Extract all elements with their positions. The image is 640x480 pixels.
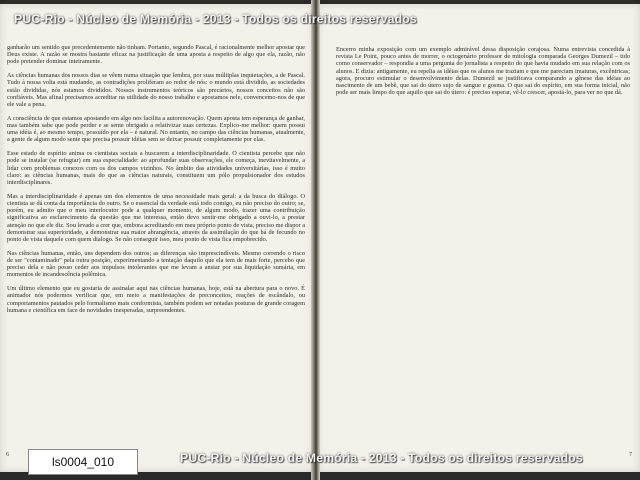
page-number: 7 [629, 452, 632, 458]
left-page-text [7, 44, 305, 321]
paragraph: Mas a interdisciplinaridade é apenas um dos elementos de uma necessidade mais geral: a da busca do diálogo. O cientista se dá conta da importância do outro. Se o essencial da verdade está todo comigo, eu não preciso do outro; se, porém, eu admito que o meu interlocutor pode a qualquer momento, de algum modo, trazer uma contribuição significativa ao esclarecimento da questão que me interessa, então devo sentir-me obrigado a ouvi-lo, a prestar atenção no que ele diz. Sou levado a crer que, embora acreditando em meu próprio ponto de vista, preciso me dispor a demonstrar sua superioridade, a demonstrar sua maior abrangência, através da assimilação do que há de fecundo no ponto de vista daquele com quem dialogo. Se não conseguir isso, meu ponto de vista fica empobrecido. [7, 192, 305, 244]
watermark-bottom: PUC-Rio - Núcleo de Memória - 2013 - Todos os direitos reservados [180, 451, 583, 465]
paragraph: A consciência de que estamos apostando em algo nos facilita a autorenovação. Quem aposta tem esperança de ganhar, mas também sabe que pode perder e se sente obrigado a relativizar suas certezas. Explico-me melhor: quem possui uma idéia é, ao mesmo tempo, possuído por ela – é natural. No entanto, no campo das ciências humanas, atualmente, a gente de algum modo sente que precisa possuir idéias sem se deixar possuir completamente por elas. [7, 114, 305, 144]
paragraph: Encerro minha exposição com um exemplo admirável dessa disposição corajosa. Numa entrevista concedida à revista Le Point, pouco antes de morrer, o octogenário professor de mitologia comparada Georges Dumezil – tido como conservador – respondia a uma pergunta do jornalista a respeito do que havia mudado em sua relação com os alunos. E dizia: antigamente, eu repelia as idéias que os alunos me traziam e que me pareciam imaturas, excêntricas; agora, procuro estimular o desenvolvimento delas. Dumezil se justificava comparando a gênese das idéias ao nascimento de um bebê, que sai do útero sujo de sangue e gosma. O que sai do espírito, em sua forma inicial, não pode ser mais limpo do que aquilo que sai do útero: é preciso esperar, vê-lo crescer, apostá-lo, para ver no que dá. [336, 46, 630, 97]
paragraph: Nas ciências humanas, então, uns dependem dos outros; as diferenças são imprescindíveis. Mesmo correndo o risco de ser "contaminado" pela outra posição, experimentando a tentação daquilo que ela tem de mais forte, percebo que preciso dela e não posso ceder aos impulsos intolerantes que me levam a ansiar por sua liquidação sumária, em momentos de incandescência polêmica. [7, 249, 305, 279]
left-page [0, 4, 313, 472]
right-page-text [336, 46, 630, 103]
page-number: 6 [6, 452, 9, 458]
book-gutter [311, 0, 320, 480]
document-id-label: ls0004_010 [28, 449, 138, 475]
paragraph: ganharão um sentido que precedentemente não tinham. Portanto, segundo Pascal, é racionalmente melhor apostar que Deus existe. A razão se mostra bastante eficaz na justificação de uma aposta a respeito de algo que ela, razão, não pode pretender dominar inteiramente. [7, 44, 305, 66]
paragraph: As ciências humanas dos nossos dias se vêem numa situação que lembra, por suas múltiplas inquietações, a de Pascal. Tudo à nossa volta está mudando, as contradições proliferam ao redor de nós: o mundo está dividido, as sociedades estão divididas, nós estamos divididos. Nossos instrumentos teóricos são precários, nossos conceitos não são confiáveis. Mas afinal precisamos acreditar na utilidade do nosso trabalho e apostamos nele, convencemo-nos de que ele vale a pena. [7, 72, 305, 109]
paragraph: Esse estado de espírito anima os cientistas sociais a buscarem a interdisciplinaridade. O cientista percebe que não pode se instalar (se refugiar) em sua especialidade: ao aprofundar suas observações, ele começa, inevitavelmente, a lidar com problemas conexos com os dos campos vizinhos. No âmbito das atividades universitárias, isso é muito claro: as ciências humanas, mais do que as ciências naturais, constituem um pólo propulsionador dos estudos interdisciplinares. [7, 150, 305, 187]
right-page [318, 4, 640, 472]
paragraph: Um último elemento que eu gostaria de assinalar aqui nas ciências humanas, hoje, está na abertura para o novo. É animador nós podermos verificar que, em meio a manifestações de preconceitos, reações de escândalo, ou comportamentos pautados pelo formalismo mais conformista, também podem ser notadas posturas de grande coragem humana e científica em face de novidades inesperadas, surpreendentes. [7, 285, 305, 314]
watermark-top: PUC-Rio - Núcleo de Memória - 2013 - Todos os direitos reservados [14, 12, 417, 26]
